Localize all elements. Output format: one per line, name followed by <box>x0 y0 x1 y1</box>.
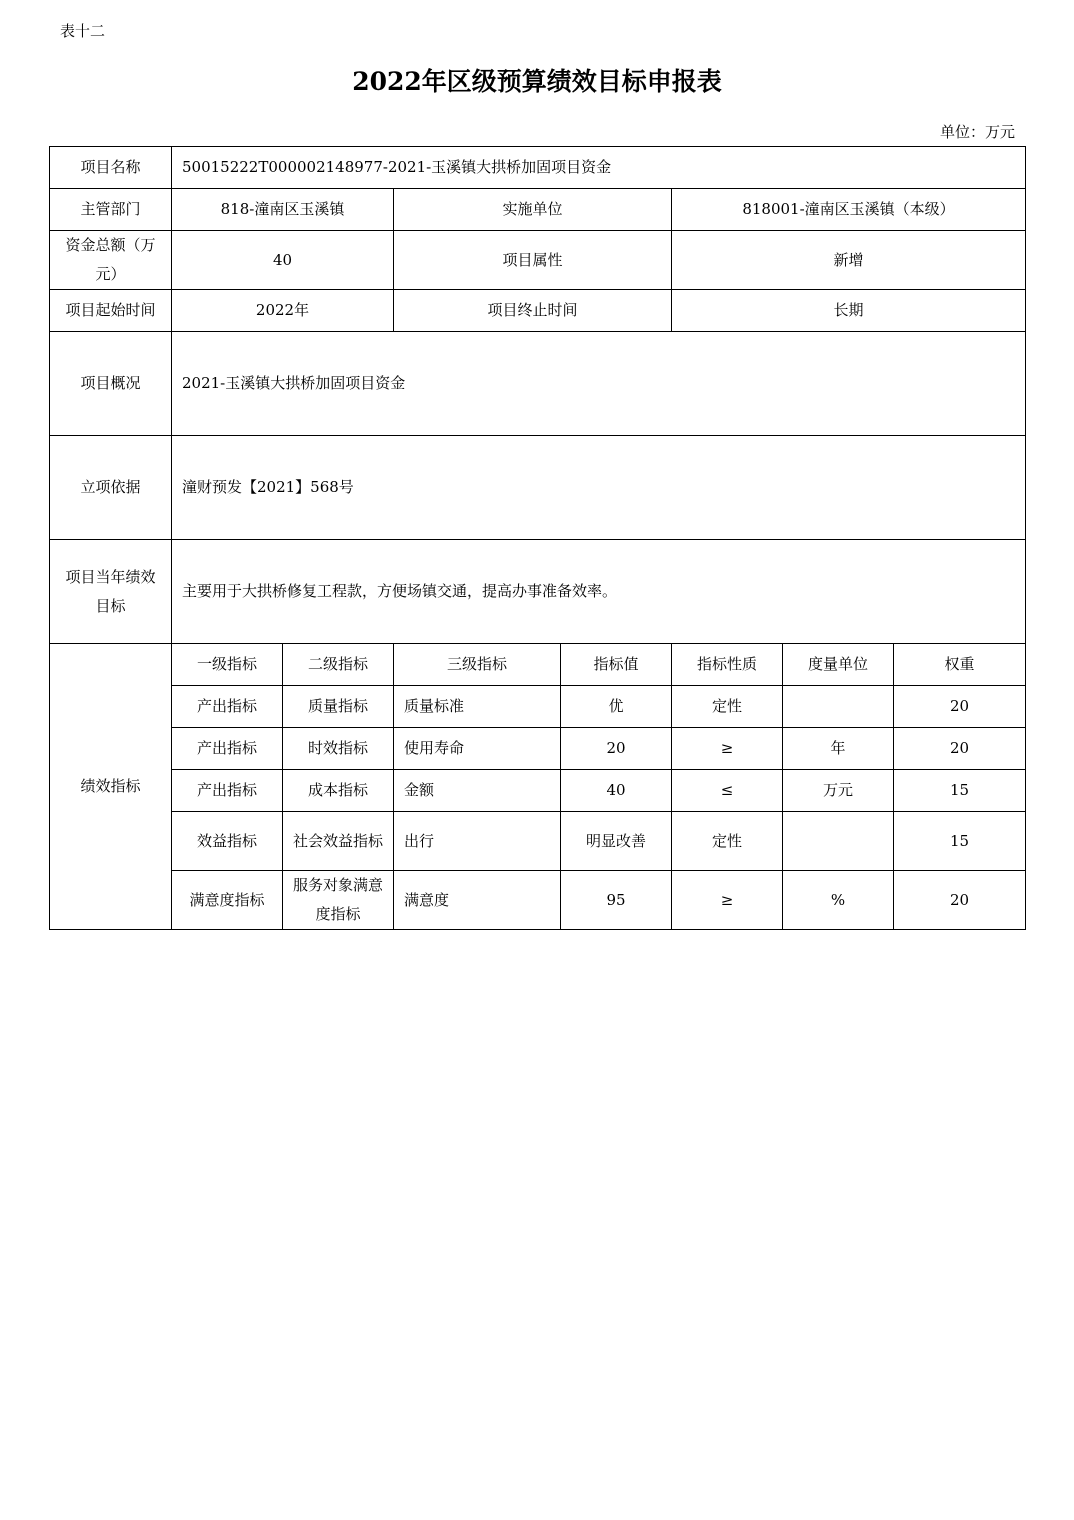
indicators-section-label: 绩效指标 <box>50 644 172 930</box>
end-value: 长期 <box>672 290 1026 332</box>
level2-cell: 服务对象满意度指标 <box>283 871 394 930</box>
table-row <box>50 812 1026 871</box>
level1-cell: 产出指标 <box>172 728 283 770</box>
end-label: 项目终止时间 <box>394 290 672 332</box>
level3-cell: 满意度 <box>394 871 561 930</box>
level1-cell: 产出指标 <box>172 770 283 812</box>
nature-cell: ≥ <box>672 871 783 930</box>
col-header-level3: 三级指标 <box>394 644 561 686</box>
level3-cell: 金额 <box>394 770 561 812</box>
level3-cell: 使用寿命 <box>394 728 561 770</box>
col-header-level2: 二级指标 <box>283 644 394 686</box>
value-cell: 明显改善 <box>561 812 672 871</box>
nature-cell: ≤ <box>672 770 783 812</box>
col-header-weight: 权重 <box>894 644 1026 686</box>
col-header-value: 指标值 <box>561 644 672 686</box>
col-header-level1: 一级指标 <box>172 644 283 686</box>
dept-value: 818-潼南区玉溪镇 <box>172 189 394 231</box>
total-label: 资金总额（万元） <box>50 231 172 290</box>
level3-cell: 质量标准 <box>394 686 561 728</box>
level1-cell: 效益指标 <box>172 812 283 871</box>
level2-cell: 质量指标 <box>283 686 394 728</box>
unit-note: 单位：万元 <box>939 123 1015 141</box>
attr-value: 新增 <box>672 231 1026 290</box>
level2-cell: 时效指标 <box>283 728 394 770</box>
level3-cell: 出行 <box>394 812 561 871</box>
project-name-row <box>50 147 1026 189</box>
level2-cell: 社会效益指标 <box>283 812 394 871</box>
table-row <box>50 686 1026 728</box>
basis-value: 潼财预发【2021】568号 <box>172 436 1026 540</box>
budget-target-table <box>49 146 1026 930</box>
nature-cell: 定性 <box>672 686 783 728</box>
funding-row <box>50 231 1026 290</box>
weight-cell: 15 <box>894 812 1026 871</box>
table-number: 表十二 <box>60 22 106 40</box>
overview-row <box>50 332 1026 436</box>
unit-cell: 年 <box>783 728 894 770</box>
unit-cell: % <box>783 871 894 930</box>
total-value: 40 <box>172 231 394 290</box>
impl-unit-label: 实施单位 <box>394 189 672 231</box>
dept-label: 主管部门 <box>50 189 172 231</box>
start-value: 2022年 <box>172 290 394 332</box>
basis-row <box>50 436 1026 540</box>
value-cell: 40 <box>561 770 672 812</box>
basis-label: 立项依据 <box>50 436 172 540</box>
department-row <box>50 189 1026 231</box>
attr-label: 项目属性 <box>394 231 672 290</box>
level1-cell: 产出指标 <box>172 686 283 728</box>
project-name-value: 50015222T000002148977-2021-玉溪镇大拱桥加固项目资金 <box>172 147 1026 189</box>
value-cell: 优 <box>561 686 672 728</box>
level2-cell: 成本指标 <box>283 770 394 812</box>
overview-label: 项目概况 <box>50 332 172 436</box>
start-label: 项目起始时间 <box>50 290 172 332</box>
period-row <box>50 290 1026 332</box>
project-name-label: 项目名称 <box>50 147 172 189</box>
weight-cell: 20 <box>894 871 1026 930</box>
page-title: 2022年区级预算绩效目标申报表 <box>352 67 722 96</box>
level1-cell: 满意度指标 <box>172 871 283 930</box>
table-row <box>50 871 1026 930</box>
indicator-header-row <box>50 644 1026 686</box>
nature-cell: 定性 <box>672 812 783 871</box>
weight-cell: 15 <box>894 770 1026 812</box>
col-header-unit: 度量单位 <box>783 644 894 686</box>
goal-label: 项目当年绩效目标 <box>50 540 172 644</box>
unit-cell <box>783 686 894 728</box>
value-cell: 20 <box>561 728 672 770</box>
nature-cell: ≥ <box>672 728 783 770</box>
weight-cell: 20 <box>894 728 1026 770</box>
goal-row <box>50 540 1026 644</box>
goal-value: 主要用于大拱桥修复工程款，方便场镇交通，提高办事准备效率。 <box>172 540 1026 644</box>
weight-cell: 20 <box>894 686 1026 728</box>
table-row <box>50 728 1026 770</box>
value-cell: 95 <box>561 871 672 930</box>
col-header-nature: 指标性质 <box>672 644 783 686</box>
overview-value: 2021-玉溪镇大拱桥加固项目资金 <box>172 332 1026 436</box>
impl-unit-value: 818001-潼南区玉溪镇（本级） <box>672 189 1026 231</box>
unit-cell <box>783 812 894 871</box>
table-row <box>50 770 1026 812</box>
unit-cell: 万元 <box>783 770 894 812</box>
